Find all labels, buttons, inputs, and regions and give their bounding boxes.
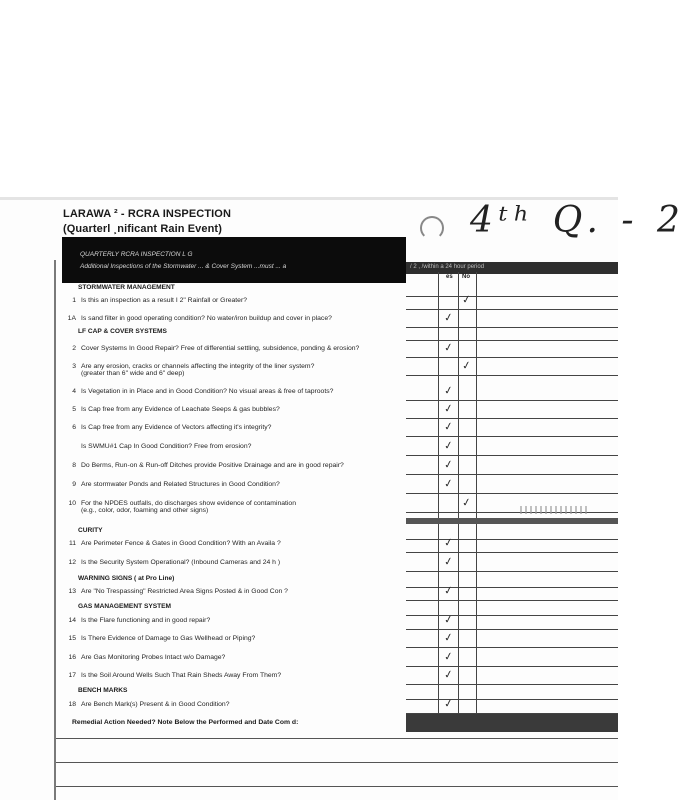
- question-text: Cover Systems In Good Repair? Free of differential settling, subsidence, ponding & erosion?: [81, 345, 360, 352]
- question-text: Is Vegetation in in Place and in Good Condition? No visual areas & free of taproots?: [81, 388, 334, 395]
- section-heading: BENCH MARKS: [78, 687, 128, 694]
- question-text: Is SWMU#1 Cap In Good Condition? Free from erosion?: [81, 443, 252, 450]
- checklist-question: [60, 617, 210, 624]
- question-number: 1: [72, 297, 76, 304]
- section-heading: LF CAP & COVER SYSTEMS: [78, 328, 167, 335]
- question-text: Is Cap free from any Evidence of Leachate Seeps & gas bubbles?: [81, 406, 280, 413]
- question-text: Is the Security System Operational? (Inbound Cameras and 24 h ): [81, 559, 281, 566]
- question-number: 18: [68, 701, 76, 708]
- checklist-question: [60, 406, 280, 413]
- question-text-continued: (e.g., color, odor, foaming and other signs): [81, 507, 209, 514]
- question-number: 14: [68, 617, 76, 624]
- checklist-question: [60, 315, 332, 322]
- question-number: 11: [68, 540, 76, 547]
- handwritten-circle: [420, 216, 444, 240]
- checklist-question: [60, 345, 359, 352]
- footer-dark-bar: [406, 714, 618, 732]
- checklist-question: [60, 672, 281, 679]
- remedial-action-label: Remedial Action Needed? Note Below the Performed and Date Com d:: [72, 719, 299, 726]
- checklist-question: [60, 462, 344, 469]
- question-number: 6: [72, 424, 76, 431]
- question-number: 5: [72, 406, 76, 413]
- yes-column-header: es: [446, 274, 453, 280]
- form-subtitle: (Quarterl ¸nificant Rain Event): [63, 223, 222, 235]
- notes-line: [56, 762, 618, 763]
- question-number: 16: [68, 654, 76, 661]
- notes-line: [56, 738, 618, 739]
- question-number: 1A: [67, 315, 76, 322]
- notes-line: [56, 786, 618, 787]
- handwritten-quarter-note: 4ᵗʰ Q. - 2: [470, 200, 686, 241]
- question-text: Is sand filter in good operating condition? No water/iron buildup and cover in place?: [81, 315, 332, 322]
- question-number: 2: [72, 345, 76, 352]
- grid-column-rule: [476, 272, 477, 714]
- checklist-question: [60, 424, 271, 431]
- question-text: Are stormwater Ponds and Related Structures in Good Condition?: [81, 481, 280, 488]
- question-text: Are Bench Mark(s) Present & in Good Condition?: [81, 701, 230, 708]
- question-text: Is Cap free from any Evidence of Vectors affecting it's integrity?: [81, 424, 272, 431]
- question-text: Are Perimeter Fence & Gates in Good Condition? With an Availa ?: [81, 540, 281, 547]
- divider-band: [406, 518, 618, 524]
- section-heading: GAS MANAGEMENT SYSTEM: [78, 603, 172, 610]
- check-mark[interactable]: ✓: [443, 477, 455, 491]
- question-number: 9: [72, 481, 76, 488]
- question-number: 15: [68, 635, 76, 642]
- header-line-2: Additional Inspections of the Stormwater ... & Cover System ...must ... a: [80, 263, 287, 270]
- checklist-question: [60, 388, 333, 395]
- question-number: 10: [68, 500, 76, 507]
- question-text: Is the Flare functioning and in good repair?: [81, 617, 211, 624]
- check-mark[interactable]: ✓: [443, 311, 455, 325]
- question-text: Is the Soil Around Wells Such That Rain Sheds Away From Them?: [81, 672, 282, 679]
- checklist-question: [60, 443, 251, 450]
- section-heading: CURITY: [78, 527, 103, 534]
- section-heading: STORMWATER MANAGEMENT: [78, 284, 175, 291]
- question-text: For the NPDES outfalls, do discharges show evidence of contamination: [81, 500, 296, 507]
- check-mark[interactable]: ✓: [443, 384, 455, 398]
- question-text: Is this an inspection as a result I 2" Rainfall or Greater?: [81, 297, 247, 304]
- check-mark[interactable]: ✓: [443, 631, 455, 645]
- question-text: Are Gas Monitoring Probes Intact w/o Damage?: [81, 654, 226, 661]
- check-mark[interactable]: ✓: [443, 402, 455, 416]
- check-mark[interactable]: ✓: [443, 584, 455, 598]
- check-mark[interactable]: ✓: [443, 555, 455, 569]
- question-number: 4: [72, 388, 76, 395]
- question-text-continued: (greater than 6" wide and 6" deep): [81, 370, 185, 377]
- question-text: Are "No Trespassing" Restricted Area Signs Posted & in Good Con ?: [81, 588, 288, 595]
- question-number: 3: [72, 363, 76, 370]
- check-mark[interactable]: ✓: [443, 439, 455, 453]
- check-mark[interactable]: ✓: [443, 697, 455, 711]
- grid-column-rule: [438, 272, 439, 714]
- question-number: 13: [68, 588, 76, 595]
- checklist-question: [60, 540, 281, 547]
- question-text: Do Berms, Run-on & Run-off Ditches provide Positive Drainage and are in good repair?: [81, 462, 344, 469]
- checklist-question: [60, 654, 225, 661]
- checklist-question: [60, 481, 280, 488]
- check-mark[interactable]: ✓: [443, 613, 455, 627]
- check-mark[interactable]: ✓: [443, 458, 455, 472]
- left-margin-rule: [54, 260, 56, 800]
- question-text: Are any erosion, cracks or channels affecting the integrity of the liner system?: [81, 363, 315, 370]
- check-mark[interactable]: ✓: [443, 668, 455, 682]
- checklist-question: [60, 701, 229, 708]
- right-header-text: / 2 , /within a 24 hour period: [410, 264, 485, 270]
- question-number: 12: [68, 559, 76, 566]
- header-line-1: QUARTERLY RCRA INSPECTION L G: [80, 251, 193, 258]
- form-title: LARAWA ² - RCRA INSPECTION: [63, 208, 232, 220]
- checklist-question: [60, 500, 296, 514]
- section-heading: WARNING SIGNS ( at Pro Line): [78, 575, 175, 582]
- question-number: 8: [72, 462, 76, 469]
- check-mark[interactable]: ✓: [461, 359, 473, 373]
- checklist-question: [60, 635, 255, 642]
- check-mark[interactable]: ✓: [443, 420, 455, 434]
- scan-smudge: [520, 506, 590, 514]
- check-mark[interactable]: ✓: [443, 536, 455, 550]
- check-mark[interactable]: ✓: [443, 650, 455, 664]
- question-number: 17: [68, 672, 76, 679]
- check-mark[interactable]: ✓: [461, 496, 473, 510]
- checklist-question: [60, 559, 280, 566]
- checklist-question: [60, 363, 314, 377]
- checklist-question: [60, 588, 288, 595]
- grid-column-rule: [458, 272, 459, 714]
- no-column-header: No: [462, 274, 470, 280]
- checklist-question: [60, 297, 247, 304]
- question-text: Is There Evidence of Damage to Gas Wellhead or Piping?: [81, 635, 256, 642]
- check-mark[interactable]: ✓: [443, 341, 455, 355]
- check-mark[interactable]: ✓: [461, 293, 473, 307]
- redacted-header-block: [62, 237, 406, 283]
